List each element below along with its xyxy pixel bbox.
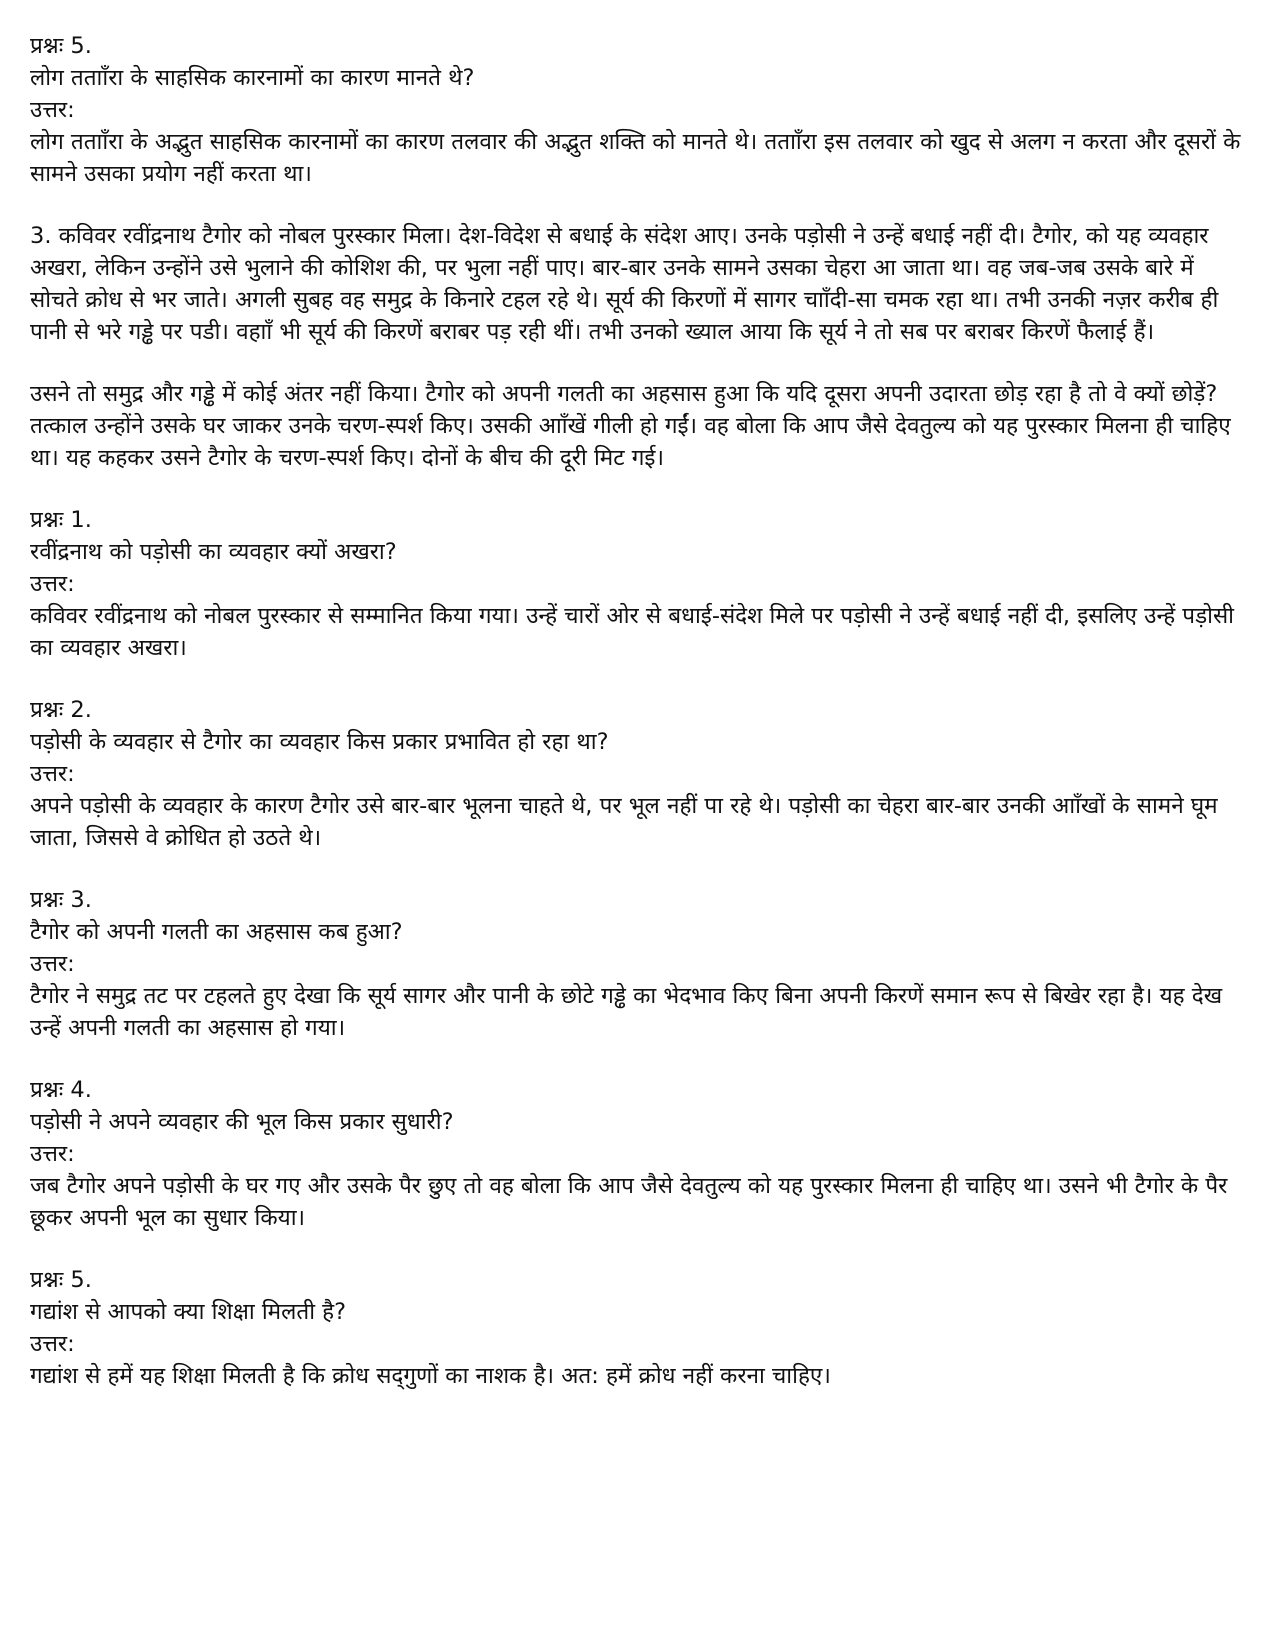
spacer [30,474,1245,504]
answer-text: टैगोर ने समुद्र तट पर टहलते हुए देखा कि सूर्य सागर और पानी के छोटे गड्ढे का भेदभाव किए बिना अपनी किरणें समान रूप से बिखेर रहा है। यह देख उन्हें अपनी गलती का अहसास हो गया। [30,983,1223,1041]
spacer [30,1044,1245,1074]
qa-block-5 [30,1074,1245,1234]
passage-paragraph-1: 3. कविवर रवींद्रनाथ टैगोर को नोबल पुरस्कार मिला। देश-विदेश से बधाई के संदेश आए। उनके पड़ोसी ने उन्हें बधाई नहीं दी। टैगोर, को यह व्यवहार अखरा, लेकिन उन्होंने उसे भुलाने की कोशिश की, पर भुला नहीं पाए। बार-बार उनके सामने उसका चेहरा आ जाता था। वह जब-जब उसके बारे में सोचते क्रोध से भर जाते। अगली सुबह वह समुद्र के किनारे टहल रहे थे। सूर्य की किरणों में सागर चााँदी-सा चमक रहा था। तभी उनकी नज़र करीब ही पानी से भरे गड्ढे पर पडी। वहााँ भी सूर्य की किरणें बराबर पड़ रही थीं। तभी उनको ख्याल आया कि सूर्य ने तो सब पर बराबर किरणें फैलाई हैं। [30,223,1219,345]
passage-paragraph-2: उसने तो समुद्र और गड्ढे में कोई अंतर नहीं किया। टैगोर को अपनी गलती का अहसास हुआ कि यदि दूसरा अपनी उदारता छोड़ रहा है तो वे क्यों छोड़ें? तत्काल उन्होंने उसके घर जाकर उनके चरण-स्पर्श किए। उसकी आाँखें गीली हो गईं। वह बोला कि आप जैसे देवतुल्य को यह पुरस्कार मिलना ही चाहिए था। यह कहकर उसने टैगोर के चरण-स्पर्श किए। दोनों के बीच की दूरी मिट गई। [30,381,1231,471]
answer-text: अपने पड़ोसी के व्यवहार के कारण टैगोर उसे बार-बार भूलना चाहते थे, पर भूल नहीं पा रहे थे। पड़ोसी का चेहरा बार-बार उनकी आाँखों के सामने घूम जाता, जिससे वे क्रोधित हो उठते थे। [30,793,1218,851]
question-number: प्रश्नः 2. [30,697,92,723]
answer-text: लोग ततााँरा के अद्भुत साहसिक कारनामों का कारण तलवार की अद्भुत शक्ति को मानते थे। ततााँरा इस तलवार को खुद से अलग न करता और दूसरों के सामने उसका प्रयोग नहीं करता था। [30,129,1241,187]
answer-label: उत्तर: [30,97,75,123]
qa-block-6 [30,1264,1245,1392]
question-number: प्रश्नः 1. [30,507,92,533]
answer-text: गद्यांश से हमें यह शिक्षा मिलती है कि क्रोध सद्‌गुणों का नाशक है। अत: हमें क्रोध नहीं करना चाहिए। [30,1363,831,1389]
qa-block-4 [30,884,1245,1044]
spacer [30,190,1245,220]
answer-label: उत्तर: [30,761,75,787]
answer-text: कविवर रवींद्रनाथ को नोबल पुरस्कार से सम्मानित किया गया। उन्हें चारों ओर से बधाई-संदेश मिले पर पड़ोसी ने उन्हें बधाई नहीं दी, इसलिए उन्हें पड़ोसी का व्यवहार अखरा। [30,603,1234,661]
question-number: प्रश्नः 3. [30,887,92,913]
answer-label: उत्तर: [30,571,75,597]
question-number: प्रश्नः 4. [30,1077,92,1103]
question-text: टैगोर को अपनी गलती का अहसास कब हुआ? [30,919,403,945]
spacer [30,854,1245,884]
question-text: लोग ततााँरा के साहसिक कारनामों का कारण मानते थे? [30,65,475,91]
passage-block [30,220,1245,474]
qa-block-1 [30,30,1245,190]
spacer [30,664,1245,694]
qa-block-3 [30,694,1245,854]
answer-text: जब टैगोर अपने पड़ोसी के घर गए और उसके पैर छुए तो वह बोला कि आप जैसे देवतुल्य को यह पुरस्कार मिलना ही चाहिए था। उसने भी टैगोर के पैर छूकर अपनी भूल का सुधार किया। [30,1173,1228,1231]
question-number: प्रश्नः 5. [30,1267,92,1293]
document-page [30,30,1245,1392]
qa-block-2 [30,504,1245,664]
question-text: रवींद्रनाथ को पड़ोसी का व्यवहार क्यों अखरा? [30,539,397,565]
question-text: गद्यांश से आपको क्या शिक्षा मिलती है? [30,1299,347,1325]
question-number: प्रश्नः 5. [30,33,92,59]
answer-label: उत्तर: [30,1141,75,1167]
question-text: पड़ोसी ने अपने व्यवहार की भूल किस प्रकार सुधारी? [30,1109,454,1135]
answer-label: उत्तर: [30,1331,75,1357]
spacer [30,348,1245,378]
answer-label: उत्तर: [30,951,75,977]
question-text: पड़ोसी के व्यवहार से टैगोर का व्यवहार किस प्रकार प्रभावित हो रहा था? [30,729,609,755]
spacer [30,1234,1245,1264]
